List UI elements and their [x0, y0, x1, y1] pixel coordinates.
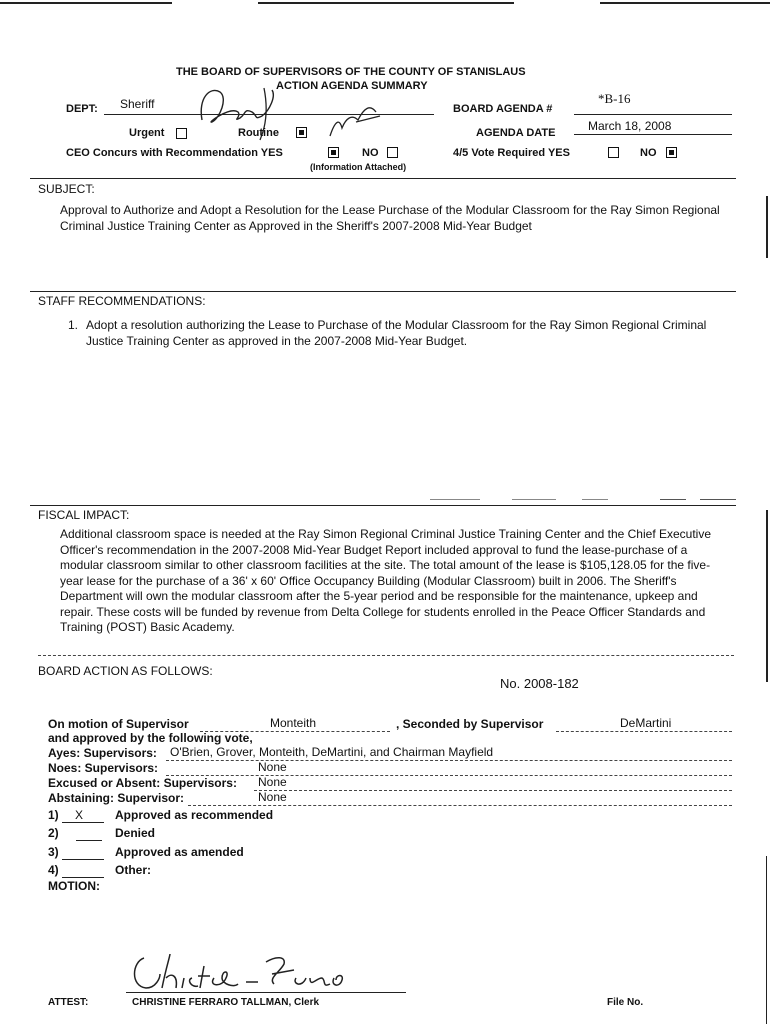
attest-label: ATTEST: — [48, 997, 89, 1008]
motion-label: On motion of Supervisor — [48, 717, 189, 731]
staff-item-text: Adopt a resolution authorizing the Lease to Purchase of the Modular Classroom for the Ray Simon Regional Criminal Justice Training Center as approved in the 2007-2008 Mid-Year Budget. — [86, 318, 707, 348]
board-action-number: No. 2008-182 — [500, 676, 579, 691]
ayes-label: Ayes: Supervisors: — [48, 746, 157, 760]
seconded-value: DeMartini — [620, 716, 672, 730]
board-agenda-value: *B-16 — [598, 91, 631, 106]
option-number: 4) — [48, 863, 59, 877]
staff-heading: STAFF RECOMMENDATIONS: — [38, 294, 206, 308]
routine-checkbox[interactable] — [296, 127, 307, 138]
urgent-label: Urgent — [129, 127, 165, 139]
approved-vote-text: and approved by the following vote, — [48, 731, 253, 745]
abstaining-label: Abstaining: Supervisor: — [48, 791, 185, 805]
urgent-checkbox[interactable] — [176, 128, 187, 139]
option-number: 2) — [48, 826, 59, 840]
routine-label: Routine — [238, 127, 279, 139]
dept-value: Sheriff — [120, 97, 155, 111]
option-label: Approved as amended — [115, 845, 244, 859]
fiscal-heading: FISCAL IMPACT: — [38, 508, 130, 522]
ceo-no-label: NO — [362, 147, 379, 159]
motion-value: Monteith — [270, 716, 317, 730]
ceo-yes-checkbox[interactable] — [328, 147, 339, 158]
board-action-heading: BOARD ACTION AS FOLLOWS: — [38, 664, 213, 678]
vote-no-label: NO — [640, 147, 657, 159]
dept-head-signature — [180, 78, 400, 148]
noes-label: Noes: Supervisors: — [48, 761, 159, 775]
ceo-no-checkbox[interactable] — [387, 147, 398, 158]
agenda-date-value: March 18, 2008 — [588, 119, 672, 133]
vote-yes-checkbox[interactable] — [608, 147, 619, 158]
dept-label: DEPT: — [66, 103, 98, 115]
excused-label: Excused or Absent: Supervisors: — [48, 776, 237, 790]
ceo-concurs-label: CEO Concurs with Recommendation YES — [66, 147, 283, 159]
clerk-signature — [126, 948, 366, 996]
file-number-label: File No. — [607, 997, 644, 1008]
summary-title: ACTION AGENDA SUMMARY — [276, 80, 428, 92]
fiscal-text: Additional classroom space is needed at the Ray Simon Regional Criminal Justice Training Center and the Chief Executive Officer's recommendation in the 2007-2008 Mid-Year Budget Report included approval to fund the lease-purchase of a modular classroom similar to other classroom facilities at the site. The total amount of the lease is $105,128.05 for the five-year lease for the purchase of a 36' x 60' Office Occupancy Building (Modular Classroom) built in 2006. The Sheriff's Department will own the modular classroom after the 5-year period and be responsible for the maintenance, upkeep and repair. These costs will be funded by revenue from Delta College for students enrolled in the Peace Officer Standards and Training (POST) Basic Academy. — [60, 527, 712, 634]
noes-value: None — [258, 760, 287, 774]
option-label: Other: — [115, 863, 151, 877]
option-mark: X — [75, 808, 84, 822]
subject-heading: SUBJECT: — [38, 182, 95, 196]
option-label: Denied — [115, 826, 156, 840]
motion-heading: MOTION: — [48, 879, 100, 893]
info-attached-note: (Information Attached) — [310, 162, 407, 172]
agenda-date-label: AGENDA DATE — [476, 127, 556, 139]
staff-item-number: 1. — [68, 318, 79, 332]
ayes-value: O'Brien, Grover, Monteith, DeMartini, and Chairman Mayfield — [170, 745, 494, 759]
board-agenda-label: BOARD AGENDA # — [453, 103, 553, 115]
clerk-name: CHRISTINE FERRARO TALLMAN, Clerk — [132, 997, 320, 1008]
option-number: 1) — [48, 808, 59, 822]
subject-text: Approval to Authorize and Adopt a Resolution for the Lease Purchase of the Modular Classroom for the Ray Simon Regional Criminal Justice Training Center as Approved in the Sheriff's 2007-2008 Mid-Year Budget — [60, 203, 720, 233]
abstaining-value: None — [258, 790, 287, 804]
vote-no-checkbox[interactable] — [666, 147, 677, 158]
board-title: THE BOARD OF SUPERVISORS OF THE COUNTY OF STANISLAUS — [176, 66, 526, 78]
excused-value: None — [258, 775, 287, 789]
option-label: Approved as recommended — [115, 808, 274, 822]
seconded-label: , Seconded by Supervisor — [396, 717, 544, 731]
vote-required-label: 4/5 Vote Required YES — [453, 147, 570, 159]
option-number: 3) — [48, 845, 59, 859]
